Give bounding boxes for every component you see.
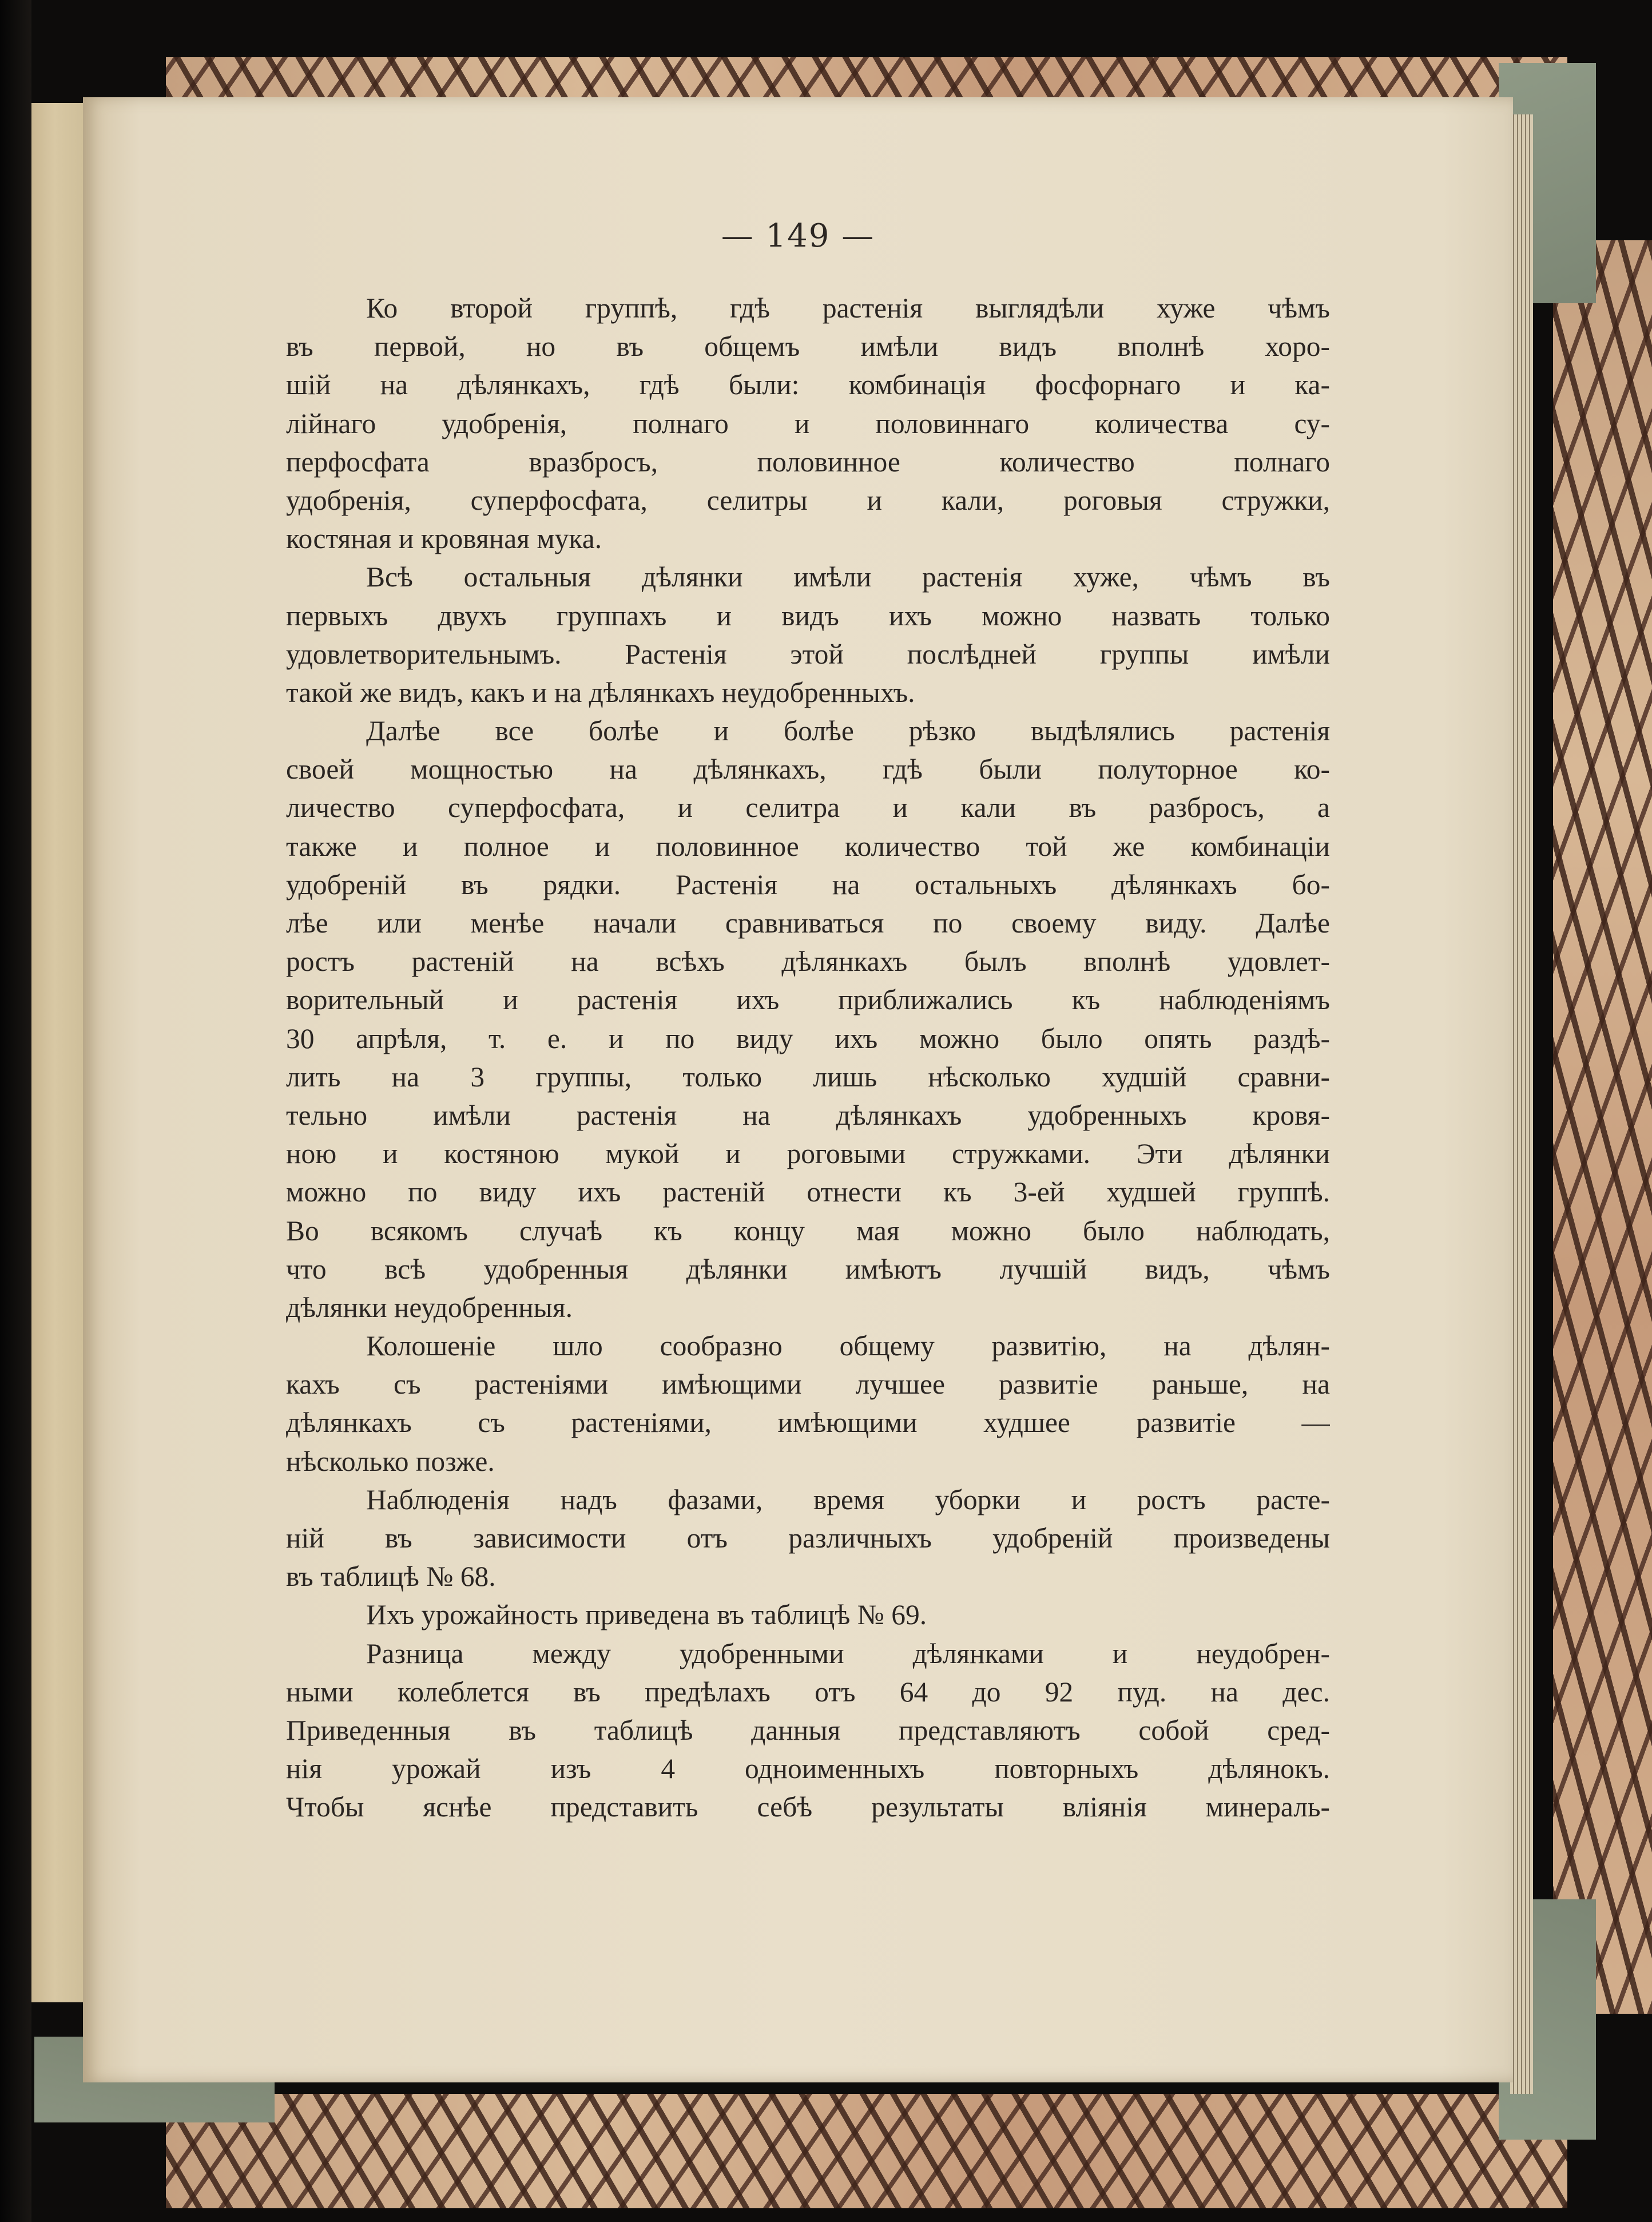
text-line: первыхъ двухъ группахъ и видъ ихъ можно назвать только — [286, 600, 1330, 632]
text-line: Колошеніе шло сообразно общему развитію, на дѣлян- — [366, 1330, 1330, 1362]
background-strip — [0, 0, 31, 2222]
text-line: также и полное и половинное количество той же комбинаціи — [286, 830, 1330, 862]
text-line: 30 апрѣля, т. е. и по виду ихъ можно было опять раздѣ- — [286, 1022, 1330, 1054]
text-line: личество суперфосфата, и селитра и кали въ разбросъ, а — [286, 792, 1330, 824]
text-line: лѣе или менѣе начали сравниваться по своему виду. Далѣе — [286, 907, 1330, 939]
text-line: тельно имѣли растенія на дѣлянкахъ удобренныхъ кровя- — [286, 1099, 1330, 1131]
text-line: ворительный и растенія ихъ приближались къ наблюденіямъ — [286, 984, 1330, 1016]
text-line: Далѣе все болѣе и болѣе рѣзко выдѣлялись растенія — [366, 715, 1330, 747]
text-line: въ таблицѣ № 68. — [286, 1561, 496, 1593]
text-line: удобренія, суперфосфата, селитры и кали, роговыя стружки, — [286, 484, 1330, 516]
text-line: что всѣ удобренныя дѣлянки имѣютъ лучшій видъ, чѣмъ — [286, 1253, 1330, 1285]
marbled-cover-bottom — [166, 2094, 1567, 2208]
text-line: Всѣ остальныя дѣлянки имѣли растенія хуже, чѣмъ въ — [366, 561, 1330, 593]
text-line: въ первой, но въ общемъ имѣли видъ вполнѣ хоро- — [286, 331, 1330, 363]
text-line: Во всякомъ случаѣ къ концу мая можно было наблюдать, — [286, 1215, 1330, 1247]
marbled-cover-right — [1553, 240, 1652, 2014]
page-block-edges — [1510, 114, 1533, 2094]
text-line: Наблюденія надъ фазами, время уборки и ростъ расте- — [366, 1483, 1330, 1515]
page-number: — 149 — — [721, 217, 875, 255]
text-line: нія урожай изъ 4 одноименныхъ повторныхъ дѣлянокъ. — [286, 1753, 1330, 1785]
text-line: Ко второй группѣ, гдѣ растенія выглядѣли хуже чѣмъ — [366, 292, 1330, 324]
text-line: своей мощностью на дѣлянкахъ, гдѣ были полуторное ко- — [286, 753, 1330, 785]
text-line: Чтобы яснѣе представить себѣ результаты вліянія минераль- — [286, 1791, 1330, 1823]
text-line: удовлетворительнымъ. Растенія этой послѣдней группы имѣли — [286, 638, 1330, 670]
text-line: перфосфата вразбросъ, половинное количество полнаго — [286, 446, 1330, 478]
text-line: нѣсколько позже. — [286, 1445, 495, 1477]
text-line: лить на 3 группы, только лишь нѣсколько худшій сравни- — [286, 1061, 1330, 1093]
text-line: ній въ зависимости отъ различныхъ удобреній произведены — [286, 1522, 1330, 1554]
text-line: ростъ растеній на всѣхъ дѣлянкахъ былъ вполнѣ удовлет- — [286, 946, 1330, 978]
text-line: костяная и кровяная мука. — [286, 523, 602, 555]
text-line: Ихъ урожайность приведена въ таблицѣ № 69. — [366, 1599, 927, 1631]
text-line: шій на дѣлянкахъ, гдѣ были: комбинація фосфорнаго и ка- — [286, 369, 1330, 401]
text-line: ною и костяною мукой и роговыми стружками. Эти дѣлянки — [286, 1138, 1330, 1170]
text-line: можно по виду ихъ растеній отнести къ 3-ей худшей группѣ. — [286, 1176, 1330, 1208]
previous-page-edge — [31, 103, 90, 2002]
body-text — [286, 289, 1330, 1827]
text-line: лійнаго удобренія, полнаго и половиннаго количества су- — [286, 407, 1330, 439]
text-line: дѣлянки неудобренныя. — [286, 1291, 573, 1323]
text-line: дѣлянкахъ съ растеніями, имѣющими худшее развитіе — — [286, 1407, 1330, 1439]
text-line: ными колеблется въ предѣлахъ отъ 64 до 92 пуд. на дес. — [286, 1676, 1330, 1708]
text-line: такой же видъ, какъ и на дѣлянкахъ неудобренныхъ. — [286, 676, 915, 708]
text-line: Приведенныя въ таблицѣ данныя представляютъ собой сред- — [286, 1714, 1330, 1746]
text-line: удобреній въ рядки. Растенія на остальныхъ дѣлянкахъ бо- — [286, 868, 1330, 900]
book-page — [83, 97, 1513, 2082]
text-line: Разница между удобренными дѣлянками и неудобрен- — [366, 1637, 1330, 1669]
text-line: кахъ съ растеніями имѣющими лучшее развитіе раньше, на — [286, 1368, 1330, 1400]
